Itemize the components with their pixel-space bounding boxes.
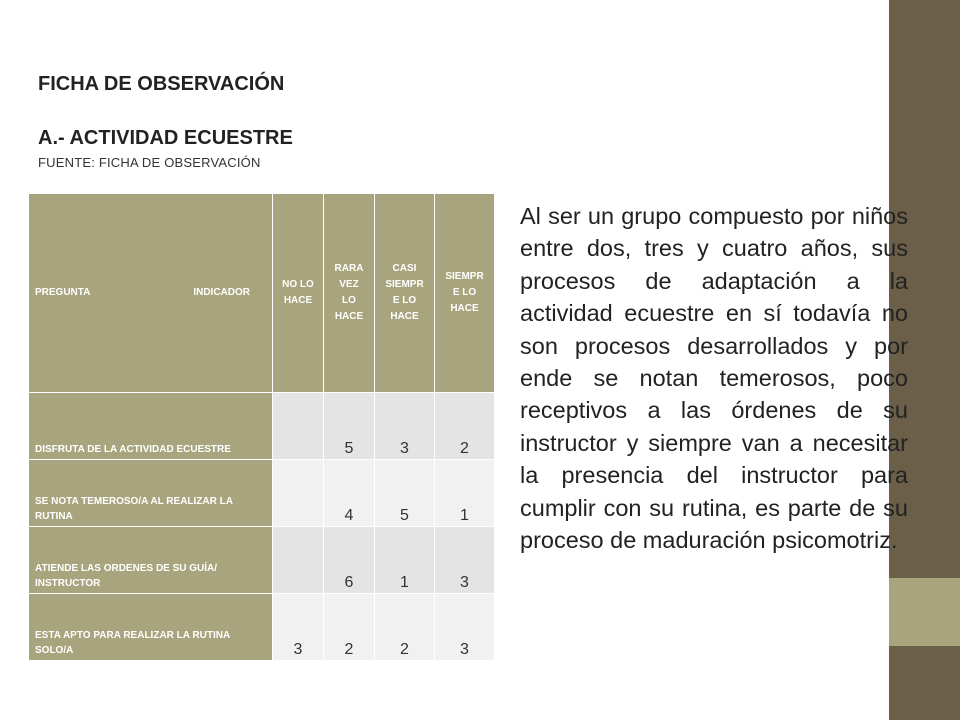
cell-value: 3 bbox=[435, 527, 495, 594]
row-label: DISFRUTA DE LA ACTIVIDAD ECUESTRE bbox=[29, 393, 273, 460]
cell-value: 3 bbox=[435, 594, 495, 661]
page-title: FICHA DE OBSERVACIÓN bbox=[38, 73, 285, 95]
source-note: FUENTE: FICHA DE OBSERVACIÓN bbox=[38, 155, 261, 170]
side-bar-accent bbox=[889, 578, 960, 646]
table-row bbox=[29, 594, 495, 661]
header-indicador: INDICADOR bbox=[193, 287, 250, 298]
table-row bbox=[29, 527, 495, 594]
header-col-rara-vez: RARA VEZ LO HACE bbox=[324, 194, 375, 393]
table-row bbox=[29, 460, 495, 527]
cell-value: 2 bbox=[375, 594, 435, 661]
header-col-no-lo-hace: NO LO HACE bbox=[273, 194, 324, 393]
table-row bbox=[29, 393, 495, 460]
analysis-paragraph: Al ser un grupo compuesto por niños entre dos, tres y cuatro años, sus procesos de adaptación a la actividad ecuestre en sí todavía no son procesos desarrollados y por ende se notan temerosos, poco receptivos a las órdenes de su instructor y siempre van a necesitar la presencia del instructor para cumplir con su rutina, es parte de su proceso de maduración psicomotriz. bbox=[520, 203, 908, 554]
cell-value: 2 bbox=[324, 594, 375, 661]
row-label: ESTA APTO PARA REALIZAR LA RUTINA SOLO/A bbox=[29, 594, 273, 661]
cell-value: 3 bbox=[273, 594, 324, 661]
header-pregunta: PREGUNTA bbox=[35, 287, 91, 298]
header-col-siempre: SIEMPR E LO HACE bbox=[435, 194, 495, 393]
observation-table bbox=[28, 193, 495, 661]
cell-value: 5 bbox=[375, 460, 435, 527]
cell-value: 6 bbox=[324, 527, 375, 594]
cell-value bbox=[273, 527, 324, 594]
header-col-casi-siempre: CASI SIEMPR E LO HACE bbox=[375, 194, 435, 393]
cell-value bbox=[273, 393, 324, 460]
cell-value bbox=[273, 460, 324, 527]
cell-value: 1 bbox=[435, 460, 495, 527]
cell-value: 5 bbox=[324, 393, 375, 460]
table-header-row bbox=[29, 194, 495, 393]
cell-value: 3 bbox=[375, 393, 435, 460]
cell-value: 4 bbox=[324, 460, 375, 527]
cell-value: 1 bbox=[375, 527, 435, 594]
header-question-cell bbox=[29, 194, 273, 393]
section-title: A.- ACTIVIDAD ECUESTRE bbox=[38, 127, 293, 149]
cell-value: 2 bbox=[435, 393, 495, 460]
row-label: SE NOTA TEMEROSO/A AL REALIZAR LA RUTINA bbox=[29, 460, 273, 527]
row-label: ATIENDE LAS ORDENES DE SU GUÍA/ INSTRUCTOR bbox=[29, 527, 273, 594]
